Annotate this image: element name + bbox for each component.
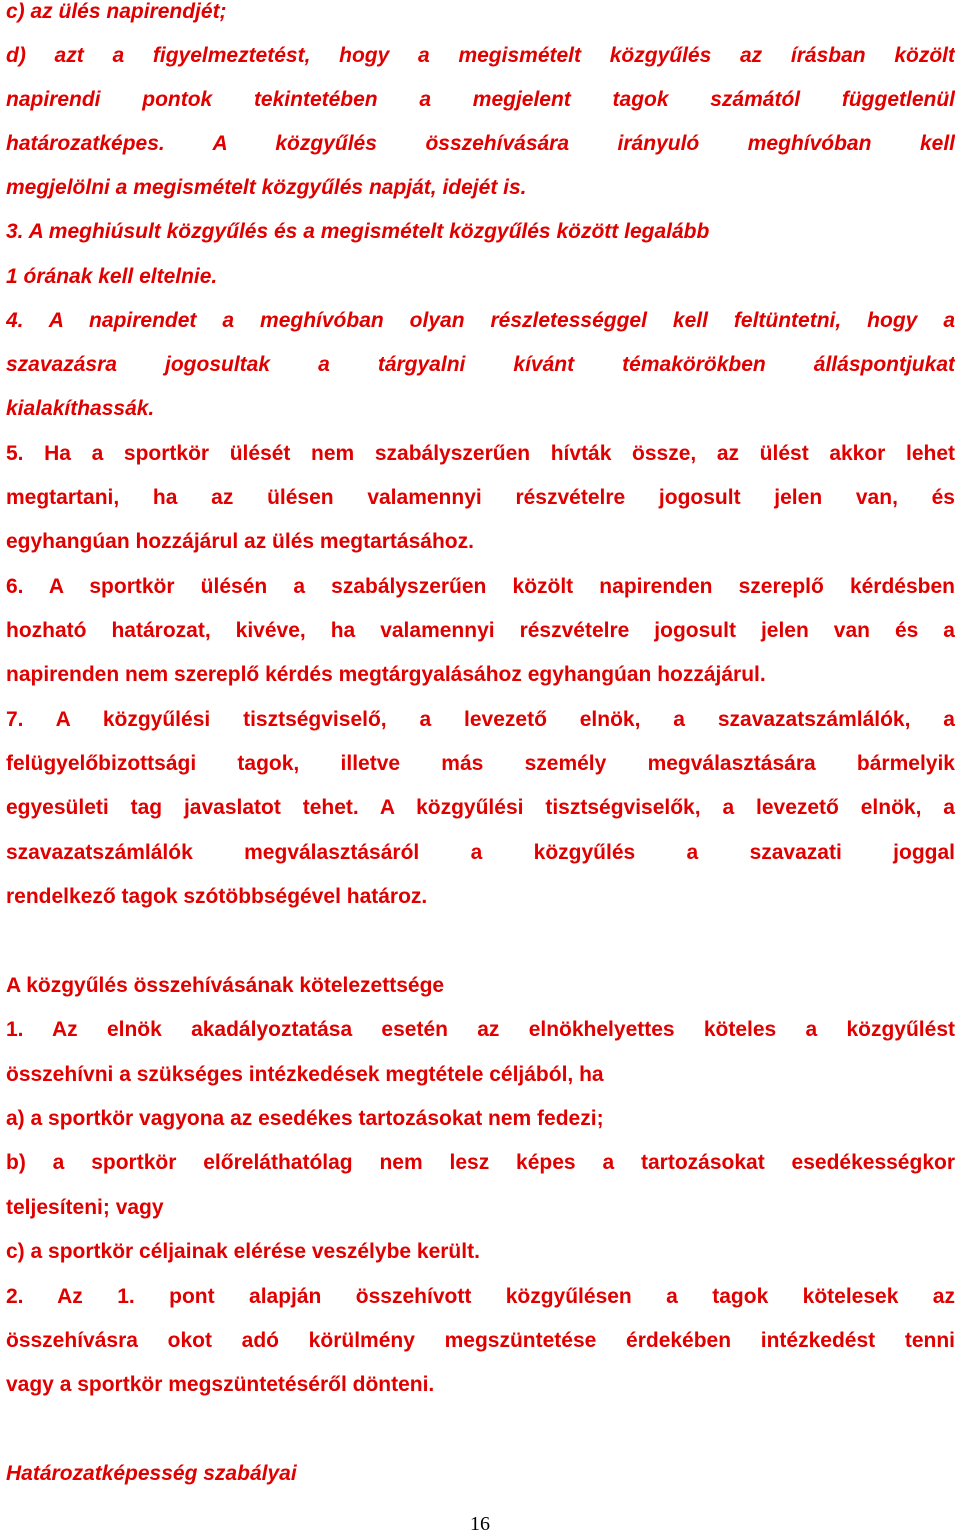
- text-line: felügyelőbizottsági tagok, illetve más személy megválasztására bármelyik: [6, 752, 955, 775]
- text-line: összehívásra okot adó körülmény megszüntetése érdekében intézkedést tenni: [6, 1329, 955, 1352]
- text-line: szavazásra jogosultak a tárgyalni kívánt témakörökben álláspontjukat: [6, 353, 955, 376]
- text-line: egyhangúan hozzájárul az ülés megtartásához.: [6, 530, 474, 553]
- text-line: c) az ülés napirendjét;: [6, 0, 227, 23]
- text-line: szavazatszámlálók megválasztásáról a közgyűlés a szavazati joggal: [6, 841, 955, 864]
- text-line: egyesületi tag javaslatot tehet. A közgyűlési tisztségviselők, a levezető elnök, a: [6, 796, 955, 819]
- text-line: 5. Ha a sportkör ülését nem szabályszerűen hívták össze, az ülést akkor lehet: [6, 442, 955, 465]
- text-line: rendelkező tagok szótöbbségével határoz.: [6, 885, 428, 908]
- section-heading: A közgyűlés összehívásának kötelezettsége: [6, 974, 445, 997]
- text-line: hozható határozat, kivéve, ha valamennyi részvételre jogosult jelen van és a: [6, 619, 955, 642]
- text-line: 3. A meghiúsult közgyűlés és a megismételt közgyűlés között legalább: [6, 220, 710, 243]
- text-line: c) a sportkör céljainak elérése veszélybe került.: [6, 1240, 480, 1263]
- text-line: 4. A napirendet a meghívóban olyan részletességgel kell feltüntetni, hogy a: [6, 309, 955, 332]
- text-line: d) azt a figyelmeztetést, hogy a megismételt közgyűlés az írásban közölt: [6, 44, 955, 67]
- text-line: 6. A sportkör ülésén a szabályszerűen közölt napirenden szereplő kérdésben: [6, 575, 955, 598]
- text-line: megjelölni a megismételt közgyűlés napját, idejét is.: [6, 176, 527, 199]
- text-line: a) a sportkör vagyona az esedékes tartozásokat nem fedezi;: [6, 1107, 604, 1130]
- text-line: határozatképes. A közgyűlés összehívására irányuló meghívóban kell: [6, 132, 955, 155]
- section-heading: Határozatképesség szabályai: [6, 1462, 297, 1485]
- text-line: 1. Az elnök akadályoztatása esetén az elnökhelyettes köteles a közgyűlést: [6, 1018, 955, 1041]
- text-line: b) a sportkör előreláthatólag nem lesz képes a tartozásokat esedékességkor: [6, 1151, 955, 1174]
- page-number: 16: [470, 1513, 490, 1535]
- text-line: összehívni a szükséges intézkedések megtétele céljából, ha: [6, 1063, 604, 1086]
- text-line: 7. A közgyűlési tisztségviselő, a levezető elnök, a szavazatszámlálók, a: [6, 708, 955, 731]
- text-line: napirendi pontok tekintetében a megjelent tagok számától függetlenül: [6, 88, 955, 111]
- text-line: 2. Az 1. pont alapján összehívott közgyűlésen a tagok kötelesek az: [6, 1285, 955, 1308]
- text-line: teljesíteni; vagy: [6, 1196, 164, 1219]
- text-line: megtartani, ha az ülésen valamennyi részvételre jogosult jelen van, és: [6, 486, 955, 509]
- text-line: kialakíthassák.: [6, 397, 155, 420]
- text-line: napirenden nem szereplő kérdés megtárgyalásához egyhangúan hozzájárul.: [6, 663, 766, 686]
- text-line: 1 órának kell eltelnie.: [6, 265, 218, 288]
- text-line: vagy a sportkör megszüntetéséről dönteni.: [6, 1373, 435, 1396]
